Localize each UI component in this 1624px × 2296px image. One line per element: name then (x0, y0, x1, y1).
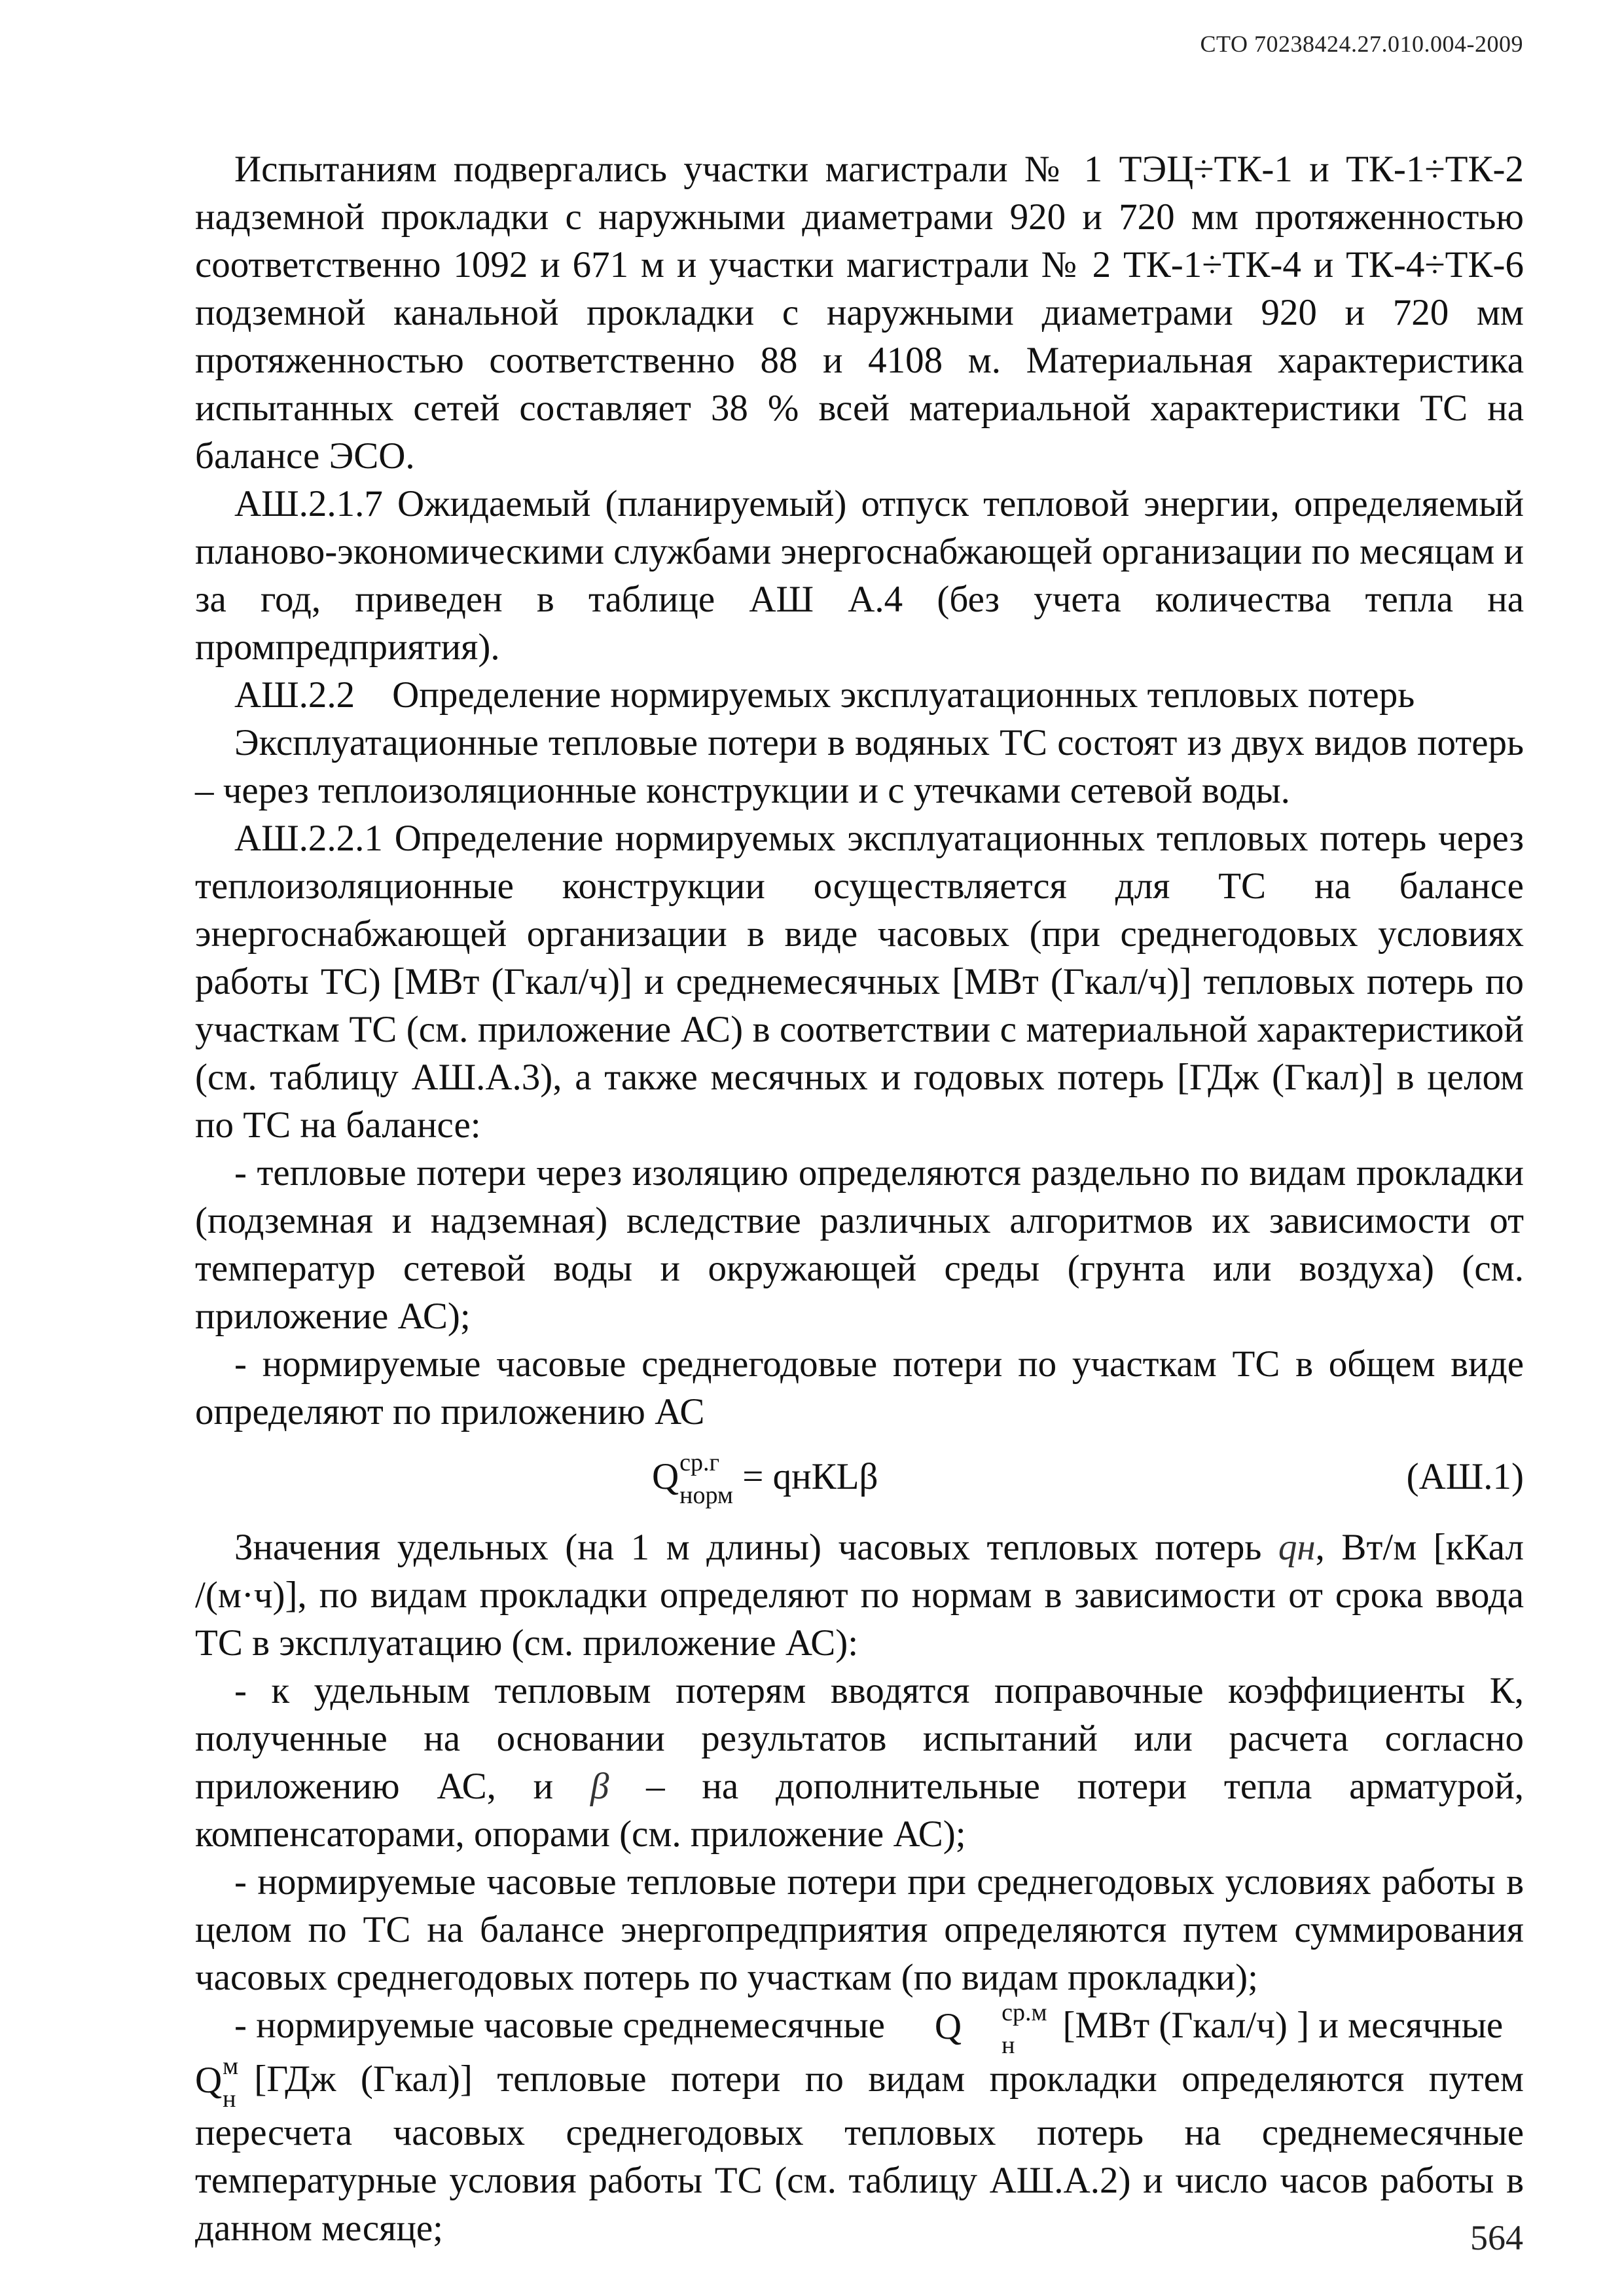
bullet-annual-average-total: - нормируемые часовые тепловые потери при среднегодовых условиях работы в целом по ТС на балансе энергопредприятия определяются путем суммирования часовых среднегодовых потерь по участкам (по видам прокладки); (195, 1861, 1524, 1998)
bullet-insulation-losses: - тепловые потери через изоляцию определяются раздельно по видам прокладки (подземная и надземная) вследствие различных алгоритмов их зависимости от температур сетевой воды и окружающей среды (грунта или воздуха) (см. приложение АС); (195, 1152, 1524, 1337)
formula-q-symbol: Q (652, 1456, 679, 1497)
monthly-losses-text-start: - нормируемые часовые среднемесячные (234, 2005, 885, 2046)
q-avg-monthly-sup: ср.м (1001, 1998, 1047, 2026)
formula-expression (652, 1448, 878, 1509)
section-heading-ash-2-2: АШ.2.2 Определение нормируемых эксплуатационных тепловых потерь (234, 674, 1415, 716)
document-body (195, 145, 1524, 2252)
document-code-header: СТО 70238424.27.010.004-2009 (1200, 31, 1523, 57)
formula-q-indices (679, 1448, 733, 1509)
specific-losses-text-start: Значения удельных (на 1 м длины) часовых тепловых потерь (234, 1527, 1278, 1568)
specific-losses-text-end: , Вт/м [кКал /(м·ч)], по видам прокладки определяют по нормам в зависимости от срока ввода ТС в эксплуатацию (см. приложение АС): (195, 1527, 1524, 1664)
paragraph-ash-2-1-7: АШ.2.1.7 Ожидаемый (планируемый) отпуск тепловой энергии, определяемый планово-экономическими службами энергоснабжающей организации по месяцам и за год, приведен в таблице АШ А.4 (без учета количества тепла на промпредприятия). (195, 483, 1524, 668)
q-avg-monthly-sub: н (1001, 2031, 1015, 2059)
q-monthly-sup: м (223, 2052, 239, 2080)
bullet-correction-coefficients (195, 1667, 1524, 1858)
bullet-hourly-average-losses: - нормируемые часовые среднегодовые потери по участкам ТС в общем виде определяют по приложению АС (195, 1343, 1524, 1432)
correction-text-end: – на дополнительные потери тепла арматурой, компенсаторами, опорами (см. приложение АС); (195, 1766, 1524, 1855)
q-monthly-sub: н (223, 2085, 236, 2113)
page-number: 564 (1470, 2218, 1523, 2257)
beta-symbol: β (590, 1766, 609, 1807)
formula-subscript: норм (679, 1481, 733, 1509)
formula-rhs: = qнКLβ (732, 1456, 878, 1497)
bullet-monthly-losses (195, 1998, 1524, 2059)
monthly-losses-text-end: [ГДж (Гкал)] тепловые потери по видам прокладки определяются путем пересчета часовых среднегодовых тепловых потерь на среднемесячные температурные условия работы ТС (см. таблицу АШ.А.2) и число часов работы в данном месяце; (195, 2058, 1524, 2249)
q-monthly-indices (223, 2052, 239, 2113)
q-avg-monthly-letter: Q (934, 2005, 962, 2047)
formula-number: (АШ.1) (1406, 1456, 1524, 1497)
formula-superscript: ср.г (679, 1448, 720, 1476)
monthly-losses-text-mid: [МВт (Гкал/ч) ] и месячные (1062, 2005, 1504, 2046)
formula-ash-1 (195, 1442, 1524, 1521)
correction-text-start: - к удельным тепловым потерям вводятся поправочные коэффициенты К, полученные на основании результатов испытаний или расчета согласно приложению АС, и (195, 1670, 1524, 1807)
paragraph-ash-2-2-1: АШ.2.2.1 Определение нормируемых эксплуатационных тепловых потерь через теплоизоляционные конструкции осуществляется для ТС на балансе энергоснабжающей организации в виде часовых (при среднегодовых условиях работы ТС) [МВт (Гкал/ч)] и среднемесячных [МВт (Гкал/ч)] тепловых потерь по участкам ТС (см. приложение АС) в соответствии с материальной характеристикой (см. таблицу АШ.А.3), а также месячных и годовых потерь [ГДж (Гкал)] в целом по ТС на балансе: (195, 818, 1524, 1146)
paragraph-monthly-losses-continued (195, 2052, 1524, 2252)
q-monthly-symbol (195, 2052, 239, 2113)
paragraph-operational-losses: Эксплуатационные тепловые потери в водяных ТС состоят из двух видов потерь – через теплоизоляционные конструкции и с утечками сетевой воды. (195, 722, 1524, 811)
q-monthly-letter: Q (195, 2059, 223, 2101)
qn-symbol: qн (1278, 1527, 1316, 1568)
q-avg-monthly-indices (962, 1998, 1047, 2059)
q-avg-monthly-symbol (895, 1998, 1047, 2059)
paragraph-tested-sections: Испытаниям подвергались участки магистрали № 1 ТЭЦ÷ТК-1 и ТК-1÷ТК-2 надземной прокладки с наружными диаметрами 920 и 720 мм протяженностью соответственно 1092 и 671 м и участки магистрали № 2 ТК-1÷ТК-4 и ТК-4÷ТК-6 подземной канальной прокладки с наружными диаметрами 920 и 720 мм протяженностью соответственно 88 и 4108 м. Материальная характеристика испытанных сетей составляет 38 % всей материальной характеристики ТС на балансе ЭСО. (195, 149, 1524, 477)
paragraph-specific-losses (195, 1523, 1524, 1667)
